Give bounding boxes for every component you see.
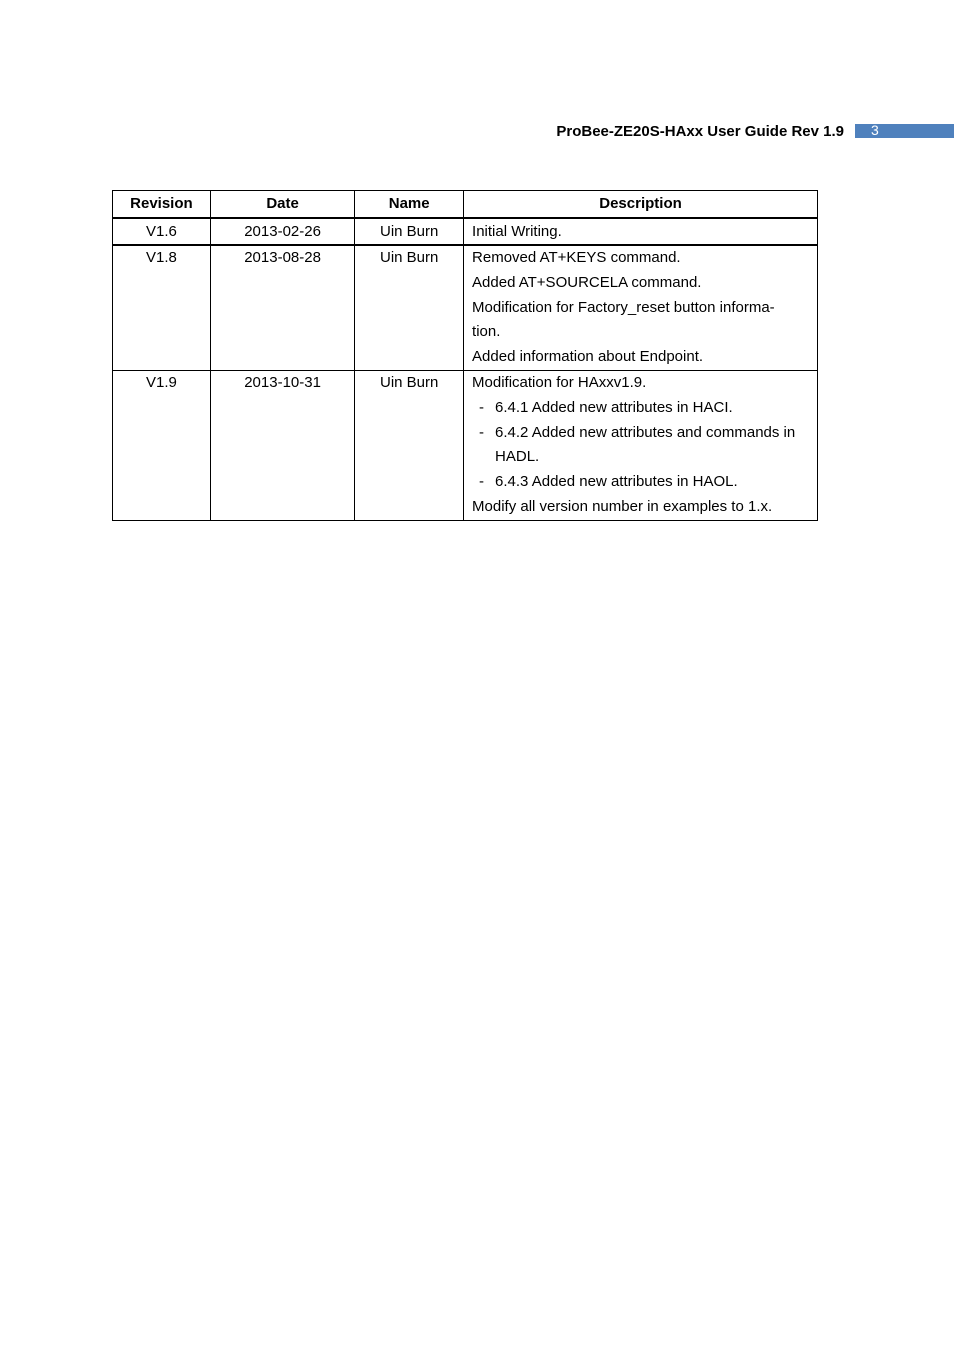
revision-cell: V1.8: [113, 245, 211, 370]
table-row: [113, 218, 818, 245]
column-header-revision: Revision: [113, 191, 211, 219]
column-header-date: Date: [210, 191, 355, 219]
bullet-text: 6.4.1 Added new attributes in HACI.: [495, 398, 733, 416]
name-cell: Uin Burn: [355, 370, 464, 520]
table-header-row: [113, 191, 818, 219]
description-intro: Modification for HAxxv1.9.: [472, 373, 647, 391]
description-cell: [464, 218, 818, 245]
name-cell: Uin Burn: [355, 245, 464, 370]
bullet-text: 6.4.2 Added new attributes and commands in HADL.: [495, 423, 796, 466]
description-bullet: [472, 396, 809, 421]
date-cell: 2013-02-26: [210, 218, 355, 245]
document-title: ProBee-ZE20S-HAxx User Guide Rev 1.9: [556, 123, 844, 140]
column-header-description: Description: [464, 191, 818, 219]
page-number: 3: [871, 122, 879, 138]
description-line: Added information about Endpoint.: [472, 348, 704, 366]
date-cell: 2013-10-31: [210, 370, 355, 520]
description-line: Modification for Factory_reset button informa-: [472, 298, 775, 316]
description-line: Removed AT+KEYS command.: [472, 249, 681, 266]
bullet-dash: -: [479, 398, 485, 416]
page-number-bar: [855, 124, 954, 138]
name-cell: Uin Burn: [355, 218, 464, 245]
description-cell: [464, 370, 818, 520]
description-bullet: [472, 470, 809, 495]
date-cell: 2013-08-28: [210, 245, 355, 370]
bullet-dash: -: [479, 473, 485, 491]
table-row: [113, 370, 818, 520]
revision-history-table: [112, 190, 818, 521]
description-bullet: [472, 421, 809, 471]
bullet-dash: -: [479, 423, 485, 441]
revision-cell: V1.9: [113, 370, 211, 520]
description-line: tion.: [472, 323, 501, 341]
column-header-name: Name: [355, 191, 464, 219]
description-line: Added AT+SOURCELA command.: [472, 273, 702, 291]
description-cell: [464, 245, 818, 370]
page-header: [0, 121, 954, 141]
description-outro: Modify all version number in examples to 1.x.: [472, 497, 773, 515]
bullet-text: 6.4.3 Added new attributes in HAOL.: [495, 473, 738, 491]
description-line: Initial Writing.: [472, 223, 562, 240]
table-row: [113, 245, 818, 370]
revision-cell: V1.6: [113, 218, 211, 245]
